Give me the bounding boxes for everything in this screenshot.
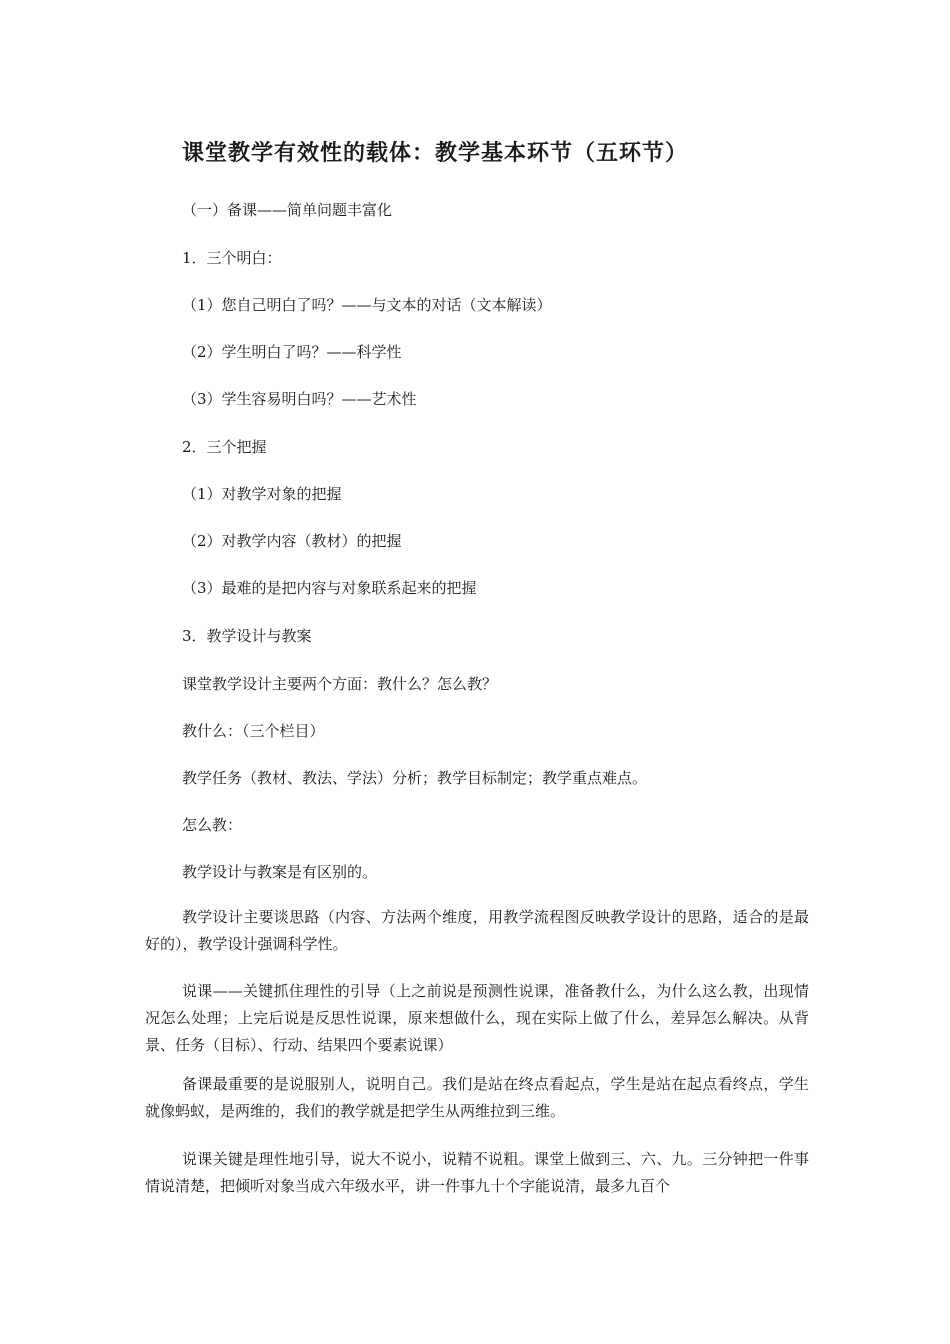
subheading-design-and-plan: 3．教学设计与教案 <box>182 627 312 645</box>
body-line: 教什么：（三个栏目） <box>182 722 325 740</box>
body-line: 教学任务（教材、教法、学法）分析；教学目标制定；教学重点难点。 <box>182 769 648 787</box>
body-line: 课堂教学设计主要两个方面：教什么？怎么教？ <box>182 675 498 693</box>
list-item: （1）您自己明白了吗？——与文本的对话（文本解读） <box>182 296 552 314</box>
document-title: 课堂教学有效性的载体：教学基本环节（五环节） <box>182 140 689 166</box>
body-paragraph: 备课最重要的是说服别人，说明自己。我们是站在终点看起点，学生是站在起点看终点，学生就像蚂蚁，是两维的，我们的教学就是把学生从两维拉到三维。 <box>145 1075 809 1120</box>
body-line: 怎么教： <box>182 816 243 834</box>
body-line: 教学设计与教案是有区别的。 <box>182 863 378 881</box>
list-item: （3）学生容易明白吗？——艺术性 <box>182 390 417 408</box>
section-heading-lesson-prep: （一）备课——简单问题丰富化 <box>182 201 393 219</box>
list-item: （1）对教学对象的把握 <box>182 485 342 503</box>
list-item: （3）最难的是把内容与对象联系起来的把握 <box>182 579 477 597</box>
body-paragraph: 说课关键是理性地引导，说大不说小，说精不说粗。课堂上做到三、六、九。三分钟把一件事情说清楚，把倾听对象当成六年级水平，讲一件事九十个字能说清，最多九百个 <box>145 1150 809 1195</box>
body-paragraph: 说课——关键抓住理性的引导（上之前说是预测性说课，准备教什么，为什么这么教，出现情况怎么处理；上完后说是反思性说课，原来想做什么，现在实际上做了什么，差异怎么解决。从背景、任务（目标）、行动、结果四个要素说课） <box>145 982 809 1054</box>
subheading-three-understandings: 1．三个明白： <box>182 249 282 267</box>
subheading-three-grasps: 2．三个把握 <box>182 438 267 456</box>
list-item: （2）学生明白了吗？——科学性 <box>182 343 402 361</box>
list-item: （2）对教学内容（教材）的把握 <box>182 532 402 550</box>
body-paragraph: 教学设计主要谈思路（内容、方法两个维度，用教学流程图反映教学设计的思路，适合的是最好的），教学设计强调科学性。 <box>145 908 809 953</box>
